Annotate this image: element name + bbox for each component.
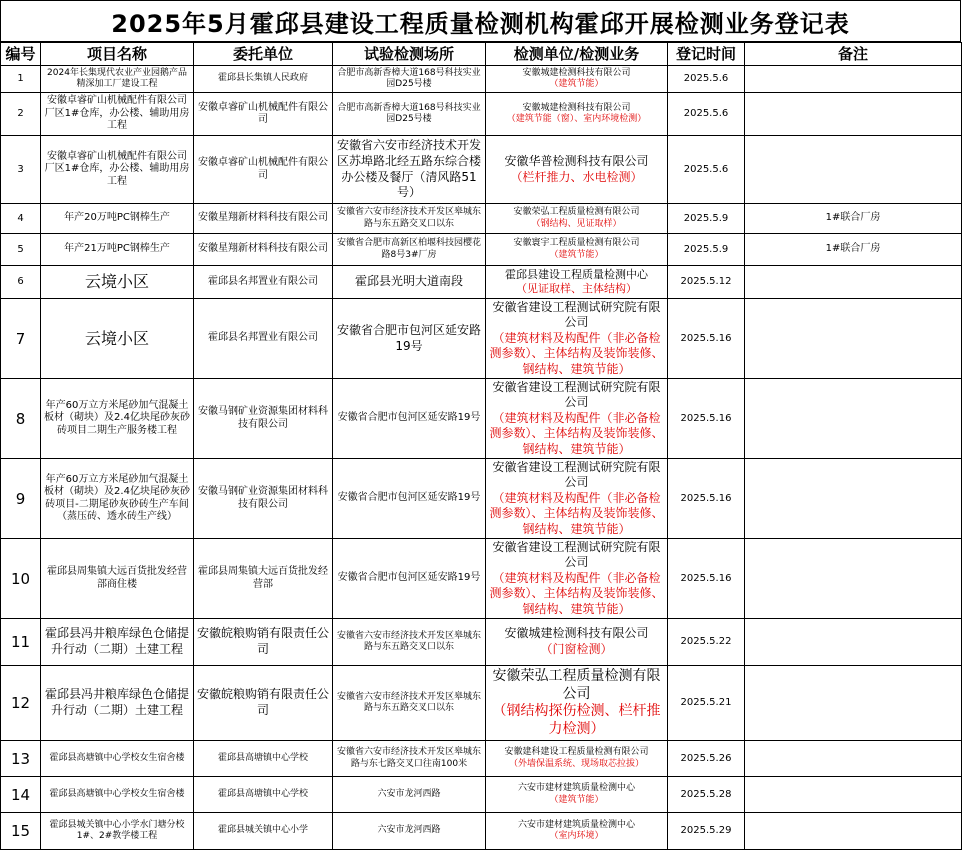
project-name: 霍邱县周集镇大远百货批发经营部商住楼 [41, 539, 194, 619]
project-name: 安徽卓睿矿山机械配件有限公司厂区1#仓库，办公楼、辅助用房工程 [41, 93, 194, 136]
register-date: 2025.5.16 [668, 539, 745, 619]
header-client: 委托单位 [194, 43, 333, 66]
client-unit: 霍邱县长集镇人民政府 [194, 66, 333, 93]
project-name: 年产20万吨PC钢棒生产 [41, 204, 194, 234]
business-scope: （建筑材料及构配件（非必备检测参数）、主体结构及装饰装修、钢结构、建筑节能） [489, 410, 664, 456]
agency-name: 安徽城建检测科技有限公司 [504, 626, 649, 641]
test-site: 安徽省六安市经济技术开发区皋城东路与东五路交叉口以东 [333, 204, 486, 234]
table-row [1, 66, 962, 93]
client-unit: 霍邱县城关镇中心小学 [194, 813, 333, 850]
agency-name: 安徽省建设工程测试研究院有限公司 [492, 539, 661, 570]
test-site: 安徽省合肥市包河区延安路19号 [333, 539, 486, 619]
client-unit: 霍邱县高塘镇中心学校 [194, 741, 333, 777]
row-no: 4 [1, 204, 41, 234]
client-unit: 安徽马钢矿业资源集团材料科技有限公司 [194, 459, 333, 539]
test-site: 合肥市高新香樟大道168号科技实业园D25号楼 [333, 93, 486, 136]
header-agency: 检测单位/检测业务 [486, 43, 668, 66]
agency-cell [486, 666, 668, 741]
client-unit: 霍邱县高塘镇中心学校 [194, 777, 333, 813]
agency-cell [486, 741, 668, 777]
sheet-title: 2025年5月霍邱县建设工程质量检测机构霍邱开展检测业务登记表 [0, 0, 961, 42]
project-name: 霍邱县冯井粮库绿色仓储提升行动（二期）土建工程 [41, 619, 194, 666]
agency-cell [486, 813, 668, 850]
row-no: 8 [1, 379, 41, 459]
remark [745, 539, 962, 619]
test-site: 安徽省六安市经济技术开发区皋城东路与东五路交叉口以东 [333, 619, 486, 666]
remark [745, 619, 962, 666]
test-site: 安徽省六安市经济技术开发区苏埠路北经五路东综合楼办公楼及餐厅（清风路51号） [333, 136, 486, 204]
agency-cell [486, 93, 668, 136]
remark [745, 66, 962, 93]
remark [745, 777, 962, 813]
remark: 1#联合厂房 [745, 204, 962, 234]
remark [745, 266, 962, 299]
register-date: 2025.5.21 [668, 666, 745, 741]
agency-name: 六安市建材建筑质量检测中心 [517, 783, 635, 794]
client-unit: 安徽卓睿矿山机械配件有限公司 [194, 136, 333, 204]
test-site: 安徽省六安市经济技术开发区皋城东路与东七路交叉口往南100米 [333, 741, 486, 777]
row-no: 13 [1, 741, 41, 777]
test-site: 安徽省合肥市包河区延安路19号 [333, 299, 486, 379]
table-row [1, 234, 962, 266]
remark: 1#联合厂房 [745, 234, 962, 266]
agency-name: 安徽省建设工程测试研究院有限公司 [492, 379, 661, 410]
project-name: 安徽卓睿矿山机械配件有限公司厂区1#仓库，办公楼、辅助用房工程 [41, 136, 194, 204]
project-name: 霍邱县城关镇中心小学水门塘分校1#、2#教学楼工程 [41, 813, 194, 850]
register-date: 2025.5.28 [668, 777, 745, 813]
client-unit: 安徽皖粮购销有限责任公司 [194, 666, 333, 741]
agency-cell [486, 619, 668, 666]
project-name: 年产60万立方米尾砂加气混凝土板材（砌块）及2.4亿块尾砂灰砂砖项目二期生产服务楼工程 [41, 379, 194, 459]
row-no: 3 [1, 136, 41, 204]
register-date: 2025.5.6 [668, 66, 745, 93]
remark [745, 379, 962, 459]
agency-name: 安徽建科建设工程质量检测有限公司 [504, 747, 649, 758]
register-date: 2025.5.16 [668, 379, 745, 459]
register-date: 2025.5.6 [668, 136, 745, 204]
agency-cell [486, 777, 668, 813]
agency-cell [486, 136, 668, 204]
table-row [1, 136, 962, 204]
header-site: 试验检测场所 [333, 43, 486, 66]
client-unit: 霍邱县名邦置业有限公司 [194, 299, 333, 379]
table-row [1, 813, 962, 850]
register-date: 2025.5.16 [668, 299, 745, 379]
table-row [1, 777, 962, 813]
register-date: 2025.5.9 [668, 204, 745, 234]
business-scope: （门窗检测） [540, 642, 613, 656]
agency-name: 安徽寰宇工程质量检测有限公司 [513, 238, 640, 249]
agency-name: 安徽荣弘工程质量检测有限公司 [492, 668, 661, 702]
row-no: 14 [1, 777, 41, 813]
register-date: 2025.5.26 [668, 741, 745, 777]
header-remark: 备注 [745, 43, 962, 66]
table-row [1, 204, 962, 234]
client-unit: 霍邱县周集镇大远百货批发经营部 [194, 539, 333, 619]
test-site: 六安市龙河西路 [333, 777, 486, 813]
business-scope: （建筑材料及构配件（非必备检测参数）、主体结构及装饰装修、钢结构、建筑节能） [489, 570, 664, 616]
table-row [1, 299, 962, 379]
business-scope: （钢结构探伤检测、栏杆推力检测） [492, 703, 661, 737]
register-date: 2025.5.9 [668, 234, 745, 266]
project-name: 年产21万吨PC钢棒生产 [41, 234, 194, 266]
remark [745, 666, 962, 741]
project-name: 年产60万立方米尾砂加气混凝土板材（砌块）及2.4亿块尾砂灰砂砖项目-二期尾砂灰砂砖生产车间（蒸压砖、透水砖生产线） [41, 459, 194, 539]
project-name: 霍邱县高塘镇中心学校女生宿舍楼 [41, 741, 194, 777]
client-unit: 安徽星翔新材料科技有限公司 [194, 204, 333, 234]
business-scope: （外墙保温系统、现场取芯拉拔） [508, 758, 644, 769]
table-row [1, 379, 962, 459]
table-row [1, 619, 962, 666]
row-no: 1 [1, 66, 41, 93]
business-scope: （栏杆推力、水电检测） [510, 169, 643, 184]
agency-name: 安徽省建设工程测试研究院有限公司 [492, 299, 661, 330]
registration-table [0, 42, 962, 850]
business-scope: （钢结构、见证取样） [531, 218, 622, 229]
table-row [1, 266, 962, 299]
business-scope: （见证取样、主体结构） [516, 282, 637, 295]
project-name: 云境小区 [41, 266, 194, 299]
test-site: 合肥市高新香樟大道168号科技实业园D25号楼 [333, 66, 486, 93]
register-date: 2025.5.12 [668, 266, 745, 299]
project-name: 2024年长集现代农业产业园鹅产品精深加工厂建设工程 [41, 66, 194, 93]
agency-cell [486, 266, 668, 299]
header-project: 项目名称 [41, 43, 194, 66]
client-unit: 安徽皖粮购销有限责任公司 [194, 619, 333, 666]
agency-cell [486, 234, 668, 266]
agency-cell [486, 66, 668, 93]
project-name: 云境小区 [41, 299, 194, 379]
table-row [1, 539, 962, 619]
header-no: 编号 [1, 43, 41, 66]
table-row [1, 93, 962, 136]
row-no: 6 [1, 266, 41, 299]
register-date: 2025.5.29 [668, 813, 745, 850]
test-site: 安徽省合肥市包河区延安路19号 [333, 379, 486, 459]
business-scope: （室内环境） [549, 831, 604, 841]
project-name: 霍邱县高塘镇中心学校女生宿舍楼 [41, 777, 194, 813]
agency-cell [486, 204, 668, 234]
agency-cell [486, 539, 668, 619]
test-site: 霍邱县光明大道南段 [333, 266, 486, 299]
remark [745, 741, 962, 777]
remark [745, 136, 962, 204]
row-no: 15 [1, 813, 41, 850]
business-scope: （建筑材料及构配件（非必备检测参数）、主体结构及装饰装修、钢结构、建筑节能） [489, 330, 664, 376]
business-scope: （建筑节能） [549, 794, 604, 805]
test-site: 安徽省合肥市高新区柏堰科技园樱花路8号3#厂房 [333, 234, 486, 266]
agency-name: 安徽城建检测科技有限公司 [522, 67, 631, 78]
remark [745, 299, 962, 379]
project-name: 霍邱县冯井粮库绿色仓储提升行动（二期）土建工程 [41, 666, 194, 741]
business-scope: （建筑节能（窗）、室内环境检测） [506, 114, 647, 124]
header-date: 登记时间 [668, 43, 745, 66]
remark [745, 813, 962, 850]
agency-name: 安徽华普检测科技有限公司 [504, 153, 649, 168]
row-no: 2 [1, 93, 41, 136]
agency-cell [486, 459, 668, 539]
row-no: 7 [1, 299, 41, 379]
business-scope: （建筑节能） [549, 79, 604, 89]
row-no: 12 [1, 666, 41, 741]
row-no: 11 [1, 619, 41, 666]
agency-name: 霍邱县建设工程质量检测中心 [505, 267, 648, 281]
register-date: 2025.5.22 [668, 619, 745, 666]
remark [745, 459, 962, 539]
table-row [1, 459, 962, 539]
client-unit: 霍邱县名邦置业有限公司 [194, 266, 333, 299]
register-date: 2025.5.6 [668, 93, 745, 136]
row-no: 9 [1, 459, 41, 539]
business-scope: （建筑节能） [549, 249, 604, 260]
test-site: 安徽省合肥市包河区延安路19号 [333, 459, 486, 539]
client-unit: 安徽马钢矿业资源集团材料科技有限公司 [194, 379, 333, 459]
agency-name: 安徽省建设工程测试研究院有限公司 [492, 459, 661, 490]
row-no: 10 [1, 539, 41, 619]
agency-name: 安徽荣弘工程质量检测有限公司 [513, 207, 640, 218]
table-row [1, 666, 962, 741]
remark [745, 93, 962, 136]
client-unit: 安徽卓睿矿山机械配件有限公司 [194, 93, 333, 136]
register-date: 2025.5.16 [668, 459, 745, 539]
table-row [1, 741, 962, 777]
client-unit: 安徽星翔新材料科技有限公司 [194, 234, 333, 266]
header-row [1, 43, 962, 66]
business-scope: （建筑材料及构配件（非必备检测参数）、主体结构及装饰装修、钢结构、建筑节能） [489, 490, 664, 536]
agency-name: 安徽城建检测科技有限公司 [522, 102, 631, 113]
test-site: 安徽省六安市经济技术开发区皋城东路与东五路交叉口以东 [333, 666, 486, 741]
row-no: 5 [1, 234, 41, 266]
test-site: 六安市龙河西路 [333, 813, 486, 850]
agency-cell [486, 299, 668, 379]
agency-name: 六安市建材建筑质量检测中心 [517, 819, 635, 830]
agency-cell [486, 379, 668, 459]
